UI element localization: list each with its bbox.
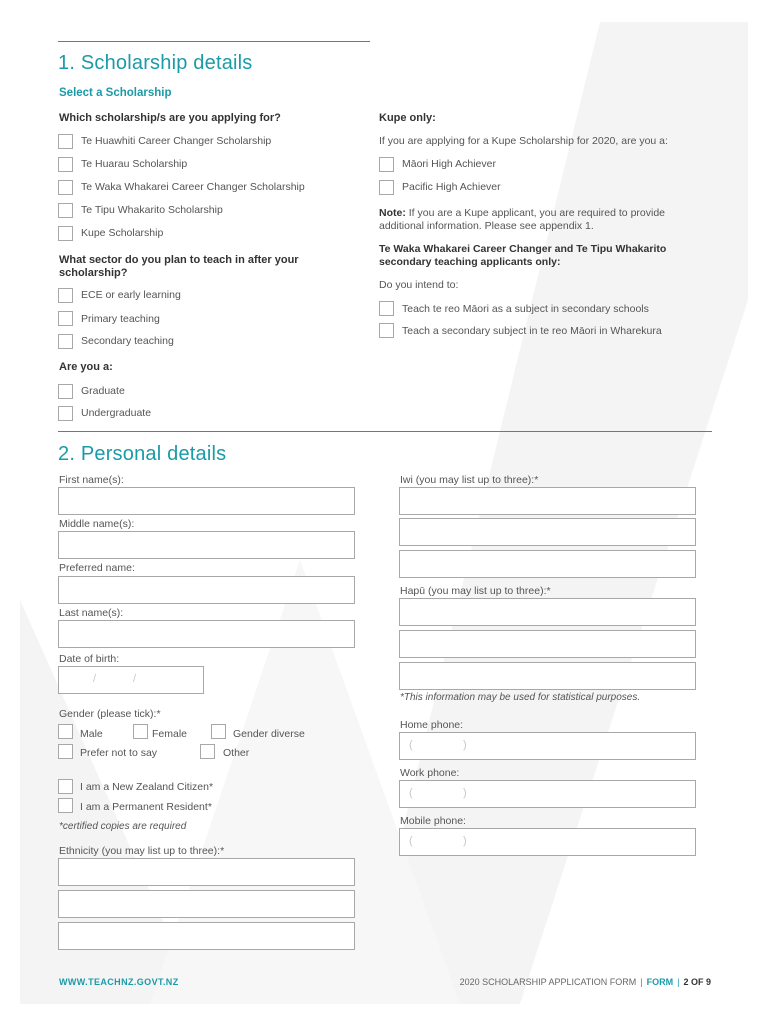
label-kupe: Kupe Scholarship bbox=[81, 227, 164, 239]
footer-form-label: FORM bbox=[646, 977, 674, 987]
checkbox-male[interactable] bbox=[58, 724, 73, 739]
label-permanent-resident: I am a Permanent Resident* bbox=[80, 801, 212, 813]
select-scholarship-label: Select a Scholarship bbox=[59, 87, 172, 99]
ethnicity-label: Ethnicity (you may list up to three):* bbox=[59, 845, 225, 857]
certified-copies-note: *certified copies are required bbox=[59, 821, 187, 832]
footer-page-number: 2 OF 9 bbox=[683, 977, 711, 987]
label-prefer-not-to-say: Prefer not to say bbox=[80, 747, 158, 759]
checkbox-te-tipu-whakarito[interactable] bbox=[58, 203, 73, 218]
label-female: Female bbox=[152, 728, 188, 740]
checkbox-teach-te-reo[interactable] bbox=[379, 301, 394, 316]
label-te-tipu-whakarito: Te Tipu Whakarito Scholarship bbox=[81, 204, 223, 216]
section2-title: 2. Personal details bbox=[58, 443, 227, 465]
mobile-phone-label: Mobile phone: bbox=[400, 815, 466, 827]
note-text: If you are a Kupe applicant, you are required to provide additional information. Please see appendix 1. bbox=[379, 207, 666, 232]
checkbox-primary[interactable] bbox=[58, 311, 73, 326]
checkbox-te-huawhiti[interactable] bbox=[58, 134, 73, 149]
checkbox-undergraduate[interactable] bbox=[58, 406, 73, 421]
section1-title: 1. Scholarship details bbox=[58, 52, 253, 74]
middle-name-label: Middle name(s): bbox=[59, 518, 135, 530]
checkbox-nz-citizen[interactable] bbox=[58, 779, 73, 794]
checkbox-ece[interactable] bbox=[58, 288, 73, 303]
ethnicity-field-1[interactable] bbox=[58, 858, 355, 886]
checkbox-prefer-not-to-say[interactable] bbox=[58, 744, 73, 759]
first-name-label: First name(s): bbox=[59, 474, 124, 486]
label-teach-wharekura: Teach a secondary subject in te reo Māori in Wharekura bbox=[402, 325, 662, 337]
home-phone-field[interactable] bbox=[399, 732, 696, 760]
iwi-label: Iwi (you may list up to three):* bbox=[400, 474, 539, 486]
ethnicity-field-3[interactable] bbox=[58, 922, 355, 950]
are-you-label: Are you a: bbox=[59, 361, 113, 373]
footer-form-title: 2020 SCHOLARSHIP APPLICATION FORM bbox=[459, 977, 637, 987]
hapu-label: Hapū (you may list up to three):* bbox=[400, 585, 551, 597]
kupe-heading: Kupe only: bbox=[379, 112, 436, 124]
note-label: Note: bbox=[379, 207, 406, 219]
iwi-field-2[interactable] bbox=[399, 518, 696, 546]
first-name-field[interactable] bbox=[58, 487, 355, 515]
label-te-huawhiti: Te Huawhiti Career Changer Scholarship bbox=[81, 135, 272, 147]
work-phone-field[interactable] bbox=[399, 780, 696, 808]
label-pacific-high-achiever: Pacific High Achiever bbox=[402, 181, 501, 193]
dob-field[interactable] bbox=[58, 666, 204, 694]
mobile-phone-field[interactable] bbox=[399, 828, 696, 856]
checkbox-pacific-high-achiever[interactable] bbox=[379, 180, 394, 195]
secondary-applicants-heading: Te Waka Whakarei Career Changer and Te Tipu Whakarito secondary teaching applicants only: bbox=[379, 243, 667, 268]
intend-label: Do you intend to: bbox=[379, 279, 459, 291]
last-name-field[interactable] bbox=[58, 620, 355, 648]
section2-top-rule bbox=[58, 431, 712, 432]
label-other: Other bbox=[223, 747, 250, 759]
checkbox-secondary[interactable] bbox=[58, 334, 73, 349]
label-male: Male bbox=[80, 728, 103, 740]
work-phone-label: Work phone: bbox=[400, 767, 460, 779]
home-phone-paren-open: ( bbox=[409, 739, 413, 751]
checkbox-gender-diverse[interactable] bbox=[211, 724, 226, 739]
hapu-field-1[interactable] bbox=[399, 598, 696, 626]
iwi-field-1[interactable] bbox=[399, 487, 696, 515]
checkbox-te-waka-whakarei[interactable] bbox=[58, 180, 73, 195]
label-ece: ECE or early learning bbox=[81, 289, 181, 301]
checkbox-teach-wharekura[interactable] bbox=[379, 323, 394, 338]
mobile-phone-paren-open: ( bbox=[409, 835, 413, 847]
checkbox-other[interactable] bbox=[200, 744, 215, 759]
section1-top-rule bbox=[58, 41, 370, 42]
home-phone-paren-close: ) bbox=[463, 739, 467, 751]
preferred-name-label: Preferred name: bbox=[59, 562, 135, 574]
footer-form-info: 2020 SCHOLARSHIP APPLICATION FORM | FORM | 2 OF 9 bbox=[459, 977, 711, 987]
checkbox-maori-high-achiever[interactable] bbox=[379, 157, 394, 172]
label-te-waka-whakarei: Te Waka Whakarei Career Changer Scholarship bbox=[81, 181, 305, 193]
ethnicity-field-2[interactable] bbox=[58, 890, 355, 918]
label-teach-te-reo: Teach te reo Māori as a subject in secondary schools bbox=[402, 303, 649, 315]
sector-question: What sector do you plan to teach in after your scholarship? bbox=[59, 254, 299, 279]
kupe-question: If you are applying for a Kupe Scholarship for 2020, are you a: bbox=[379, 135, 668, 147]
dob-separator-1: / bbox=[93, 673, 97, 685]
checkbox-female[interactable] bbox=[133, 724, 148, 739]
home-phone-label: Home phone: bbox=[400, 719, 464, 731]
kupe-note bbox=[379, 207, 699, 233]
label-nz-citizen: I am a New Zealand Citizen* bbox=[80, 781, 214, 793]
work-phone-paren-open: ( bbox=[409, 787, 413, 799]
middle-name-field[interactable] bbox=[58, 531, 355, 559]
work-phone-paren-close: ) bbox=[463, 787, 467, 799]
gender-label: Gender (please tick):* bbox=[59, 708, 161, 720]
label-maori-high-achiever: Māori High Achiever bbox=[402, 158, 496, 170]
checkbox-kupe[interactable] bbox=[58, 226, 73, 241]
label-undergraduate: Undergraduate bbox=[81, 407, 152, 419]
preferred-name-field[interactable] bbox=[58, 576, 355, 604]
iwi-field-3[interactable] bbox=[399, 550, 696, 578]
checkbox-permanent-resident[interactable] bbox=[58, 798, 73, 813]
label-graduate: Graduate bbox=[81, 385, 125, 397]
footer-website: WWW.TEACHNZ.GOVT.NZ bbox=[59, 977, 179, 987]
hapu-field-3[interactable] bbox=[399, 662, 696, 690]
last-name-label: Last name(s): bbox=[59, 607, 124, 619]
label-secondary: Secondary teaching bbox=[81, 335, 174, 347]
label-te-huarau: Te Huarau Scholarship bbox=[81, 158, 188, 170]
statistical-note: *This information may be used for statistical purposes. bbox=[400, 692, 641, 703]
dob-label: Date of birth: bbox=[59, 653, 120, 665]
dob-separator-2: / bbox=[133, 673, 137, 685]
label-primary: Primary teaching bbox=[81, 313, 160, 325]
which-scholarship-question: Which scholarship/s are you applying for? bbox=[59, 112, 281, 124]
checkbox-te-huarau[interactable] bbox=[58, 157, 73, 172]
checkbox-graduate[interactable] bbox=[58, 384, 73, 399]
mobile-phone-paren-close: ) bbox=[463, 835, 467, 847]
hapu-field-2[interactable] bbox=[399, 630, 696, 658]
label-gender-diverse: Gender diverse bbox=[233, 728, 305, 740]
